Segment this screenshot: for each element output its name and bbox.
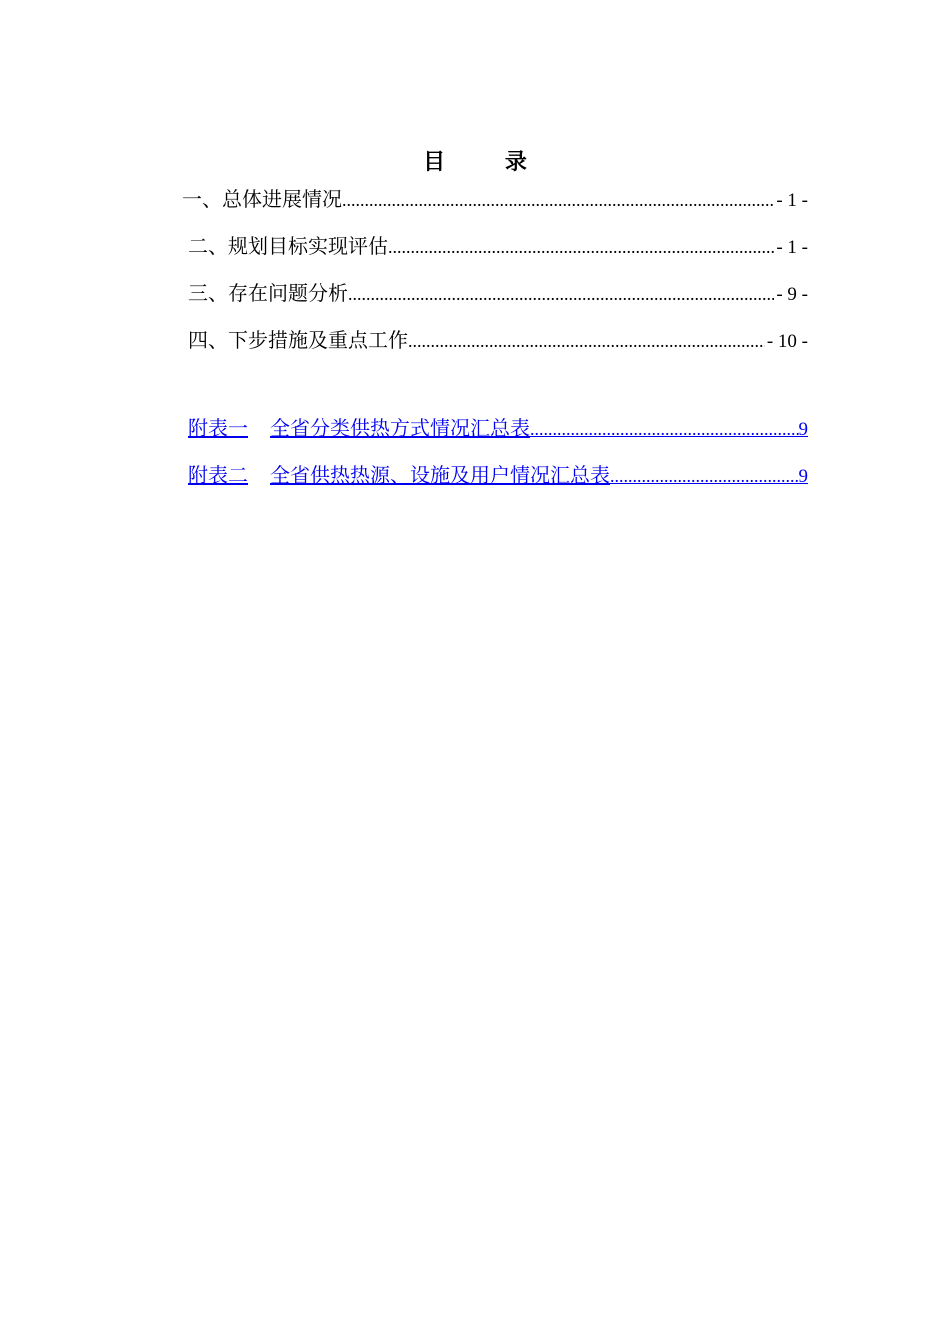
toc-title: 目 录 xyxy=(423,149,553,175)
toc-entry[interactable] xyxy=(182,231,808,278)
appendix-page: 9 xyxy=(798,419,808,440)
appendix-link[interactable] xyxy=(188,413,808,460)
toc-entry-label: 四、下步措施及重点工作 xyxy=(188,328,408,352)
appendix-list xyxy=(188,413,808,507)
toc-entry[interactable] xyxy=(182,325,808,372)
appendix-dot-leader xyxy=(530,414,799,444)
toc-entry[interactable] xyxy=(182,184,808,231)
toc-entry[interactable] xyxy=(182,278,808,325)
toc-dot-leader xyxy=(408,326,765,356)
appendix-link[interactable] xyxy=(188,460,808,507)
toc-entry-label: 三、存在问题分析 xyxy=(188,281,348,305)
toc-entry-page: - 9 - xyxy=(776,284,808,305)
appendix-page: 9 xyxy=(798,466,808,487)
toc-entry-page: - 1 - xyxy=(776,237,808,258)
toc-entry-page: - 1 - xyxy=(776,190,808,211)
toc-entry-page: - 10 - xyxy=(766,331,808,352)
toc-dot-leader xyxy=(388,232,774,262)
appendix-dot-leader xyxy=(610,461,799,491)
appendix-label: 全省供热热源、设施及用户情况汇总表 xyxy=(270,463,610,487)
appendix-label: 全省分类供热方式情况汇总表 xyxy=(270,416,530,440)
toc-entry-label: 一、总体进展情况 xyxy=(182,187,342,211)
appendix-tag: 附表一 xyxy=(188,416,248,440)
appendix-tag: 附表二 xyxy=(188,463,248,487)
toc-dot-leader xyxy=(348,279,774,309)
toc-dot-leader xyxy=(342,185,774,215)
toc-entry-label: 二、规划目标实现评估 xyxy=(188,234,388,258)
toc-list xyxy=(182,184,808,372)
